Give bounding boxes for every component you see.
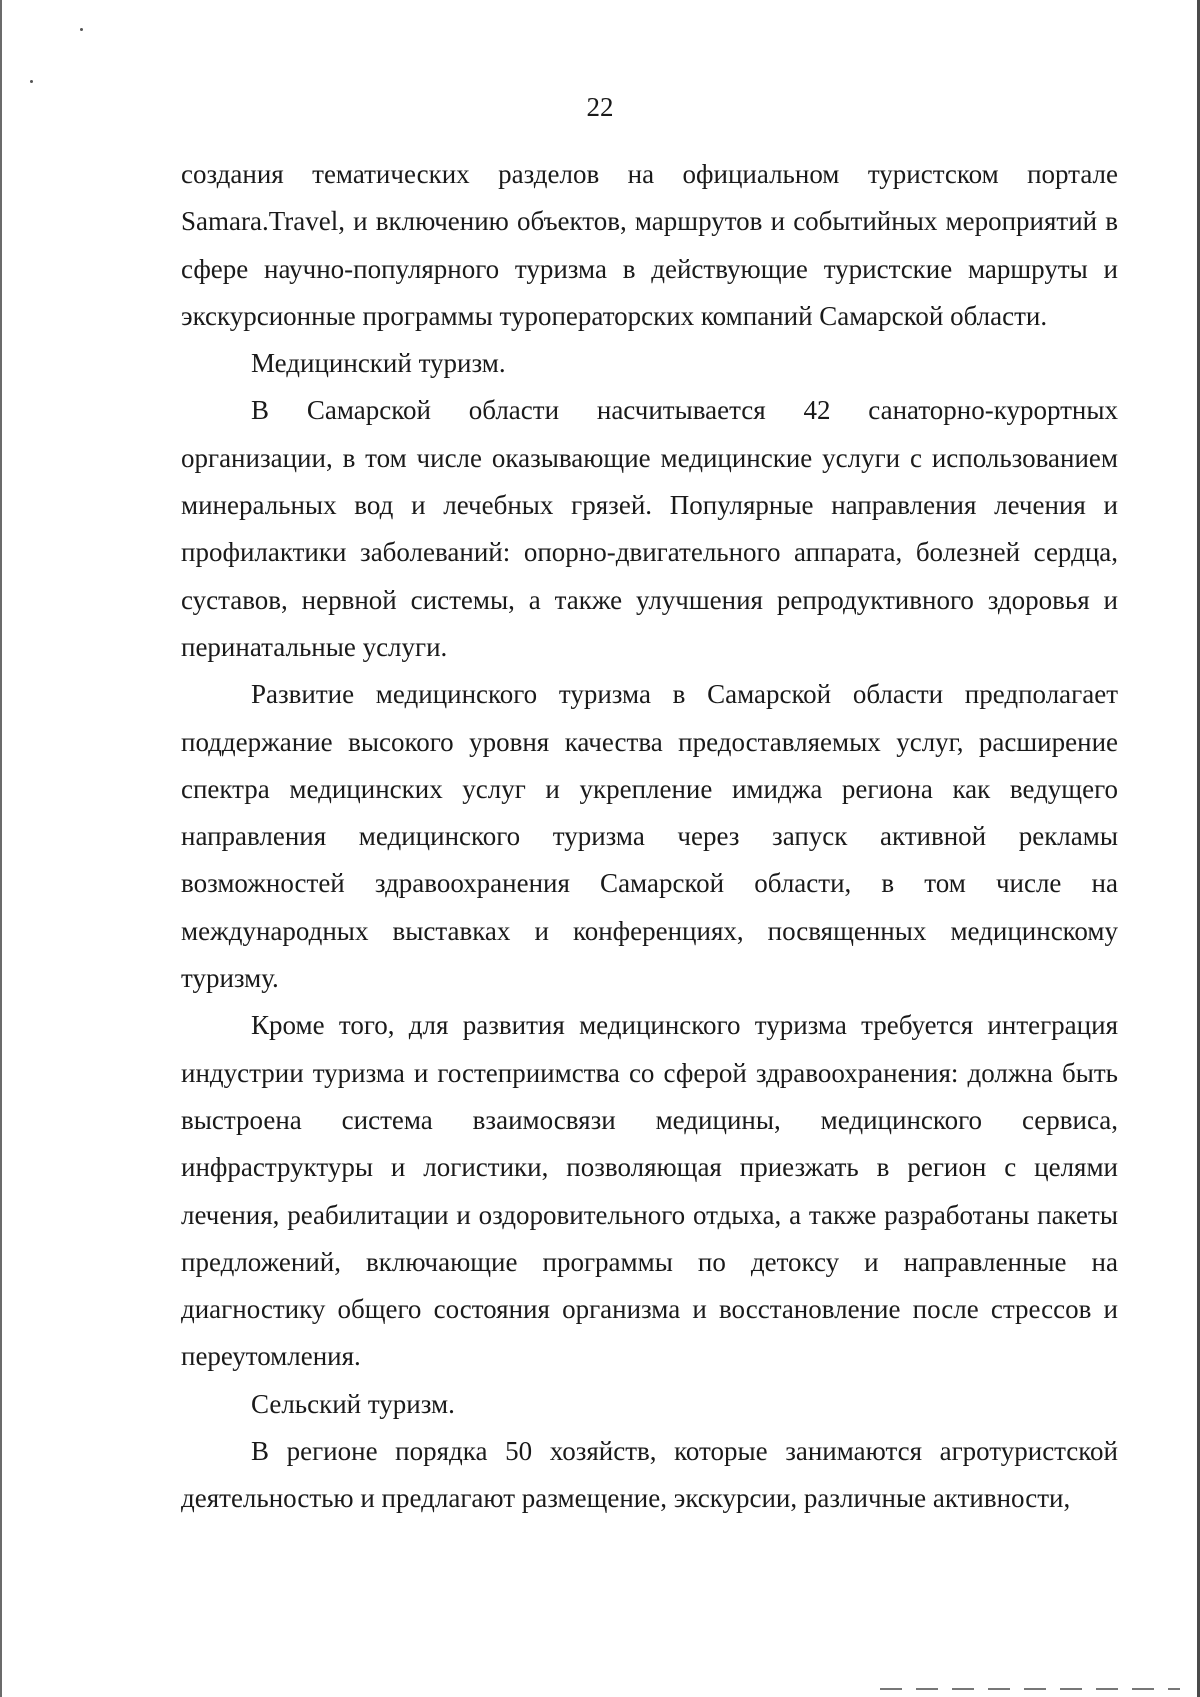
scan-speck [80,28,83,31]
page-number: 22 [586,92,614,122]
paragraph-continuation: создания тематических разделов на официальном туристском портале Samara.Travel, и включению объектов, маршрутов и событийных мероприятий в сфере научно-популярного туризма в действующие туристские маршруты и экскурсионные программы туроператорских компаний Самарской области. [181,159,1118,331]
scan-footer-dashes [880,1688,1180,1690]
paragraph-medical-development: Развитие медицинского туризма в Самарской области предполагает поддержание высокого уровня качества предоставляемых услуг, расширение спектра медицинских услуг и укрепление имиджа региона как ведущего направления медицинского туризма через запуск активной рекламы возможностей здравоохранения Самарской области, в том числе на международных выставках и конференциях, посвященных медицинскому туризму. [181,679,1118,994]
section-heading-rural-tourism: Сельский туризм. [251,1388,455,1419]
section-heading-medical-tourism: Медицинский туризм. [251,348,506,379]
scan-left-edge [0,0,2,1697]
scan-speck [30,80,33,83]
document-body [181,151,1118,1523]
paragraph-sanatoriums: В Самарской области насчитывается 42 санаторно-курортных организации, в том числе оказывающие медицинские услуги с использованием минеральных вод и лечебных грязей. Популярные направления лечения и профилактики заболеваний: опорно-двигательного аппарата, болезней сердца, суставов, нервной системы, а также улучшения репродуктивного здоровья и перинатальные услуги. [181,395,1118,662]
paragraph-farms: В регионе порядка 50 хозяйств, которые занимаются агротуристской деятельностью и предлагают размещение, экскурсии, различные активности, [181,1436,1118,1514]
paragraph-integration: Кроме того, для развития медицинского туризма требуется интеграция индустрии туризма и гостеприимства со сферой здравоохранения: должна быть выстроена система взаимосвязи медицины, медицинского сервиса, инфраструктуры и логистики, позволяющая приезжать в регион с целями лечения, реабилитации и оздоровительного отдыха, а также разработаны пакеты предложений, включающие программы по детоксу и направленные на диагностику общего состояния организма и восстановление после стрессов и переутомления. [181,1010,1118,1372]
